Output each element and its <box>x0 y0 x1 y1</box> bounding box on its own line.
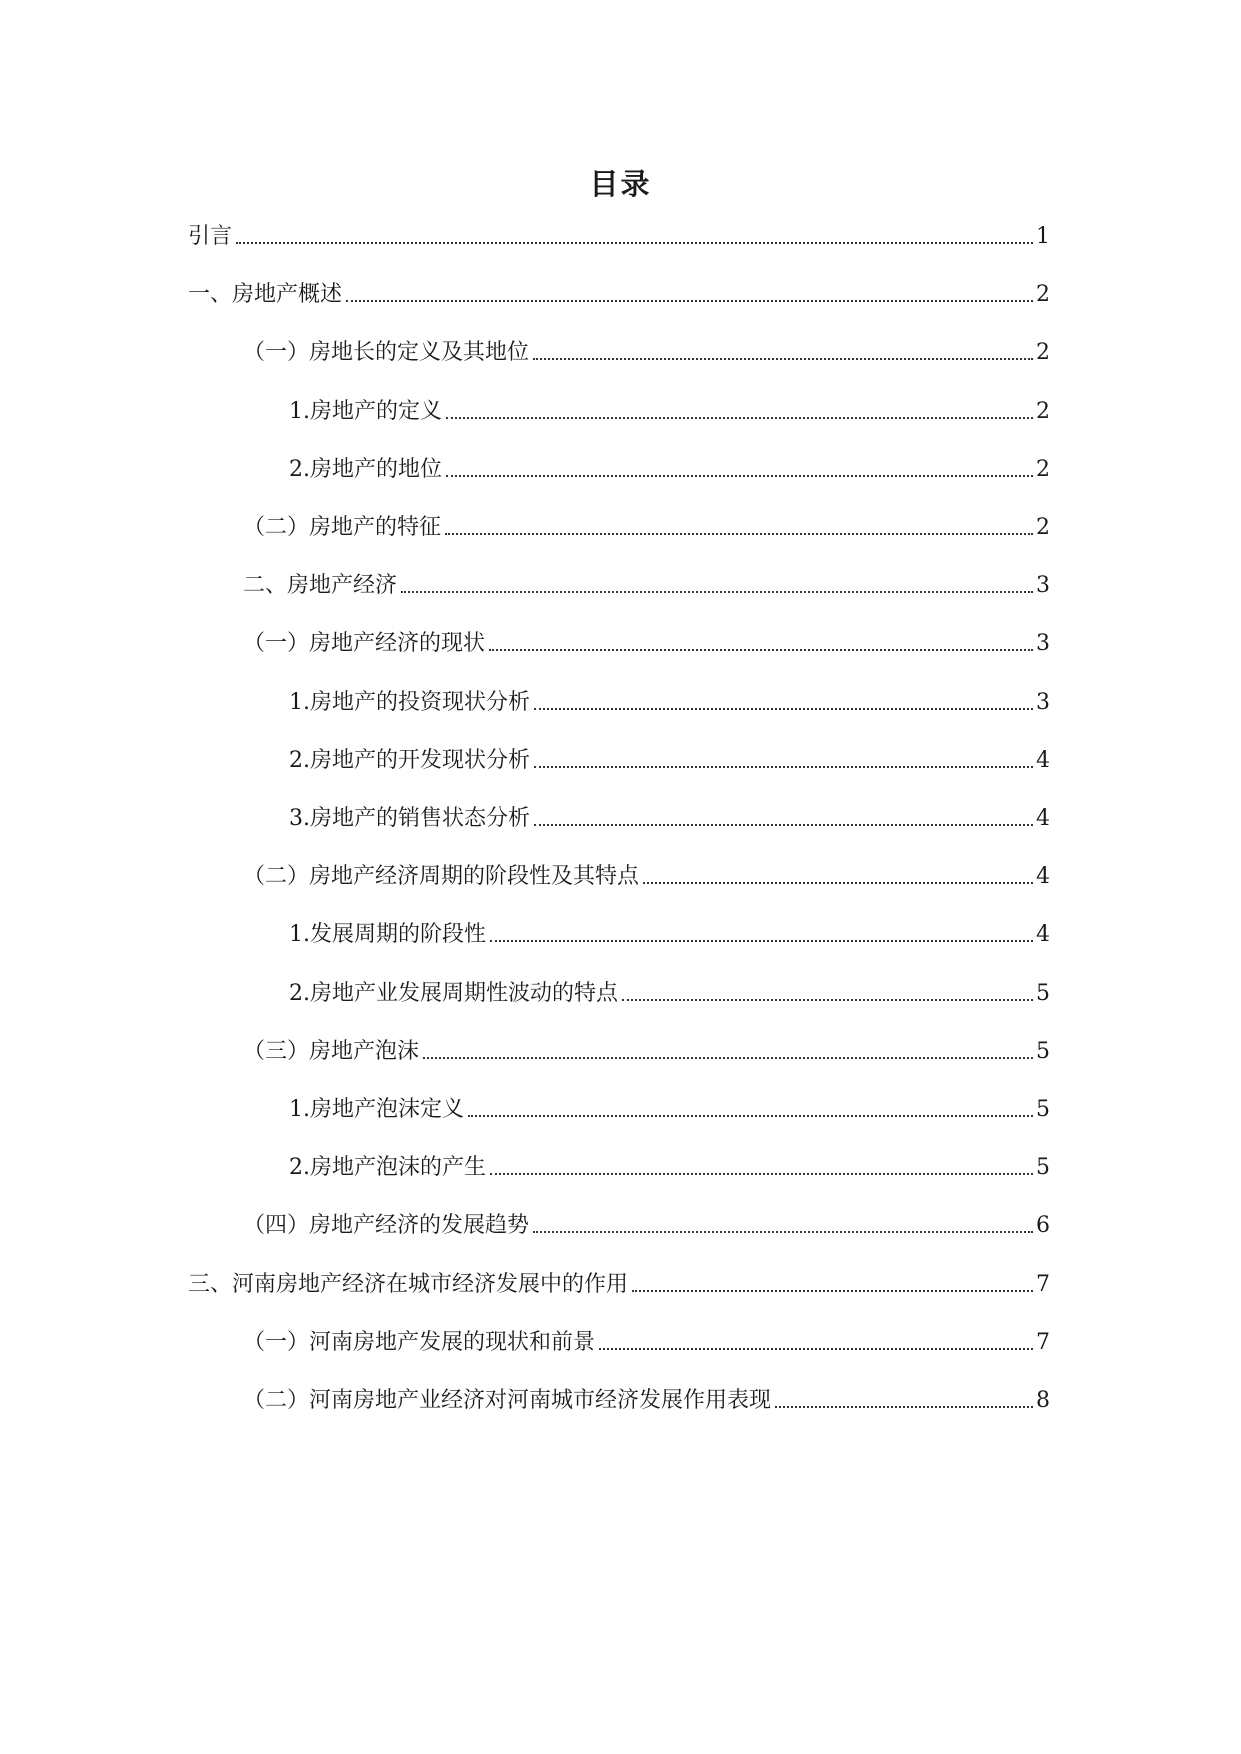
toc-entry[interactable] <box>188 1266 1050 1296</box>
toc-entry-page-number: 5 <box>1036 1039 1050 1064</box>
toc-entry-page-number: 3 <box>1036 573 1050 598</box>
toc-entry-page-number: 4 <box>1036 748 1050 773</box>
toc-entry[interactable] <box>243 567 1050 597</box>
toc-entry-page-number: 5 <box>1036 1155 1050 1180</box>
toc-entry-page-number: 2 <box>1036 399 1050 424</box>
toc-entry[interactable] <box>289 1091 1050 1121</box>
toc-entry[interactable] <box>243 1207 1050 1237</box>
toc-entry-title: 1.发展周期的阶段性 <box>289 922 486 947</box>
toc-entry[interactable] <box>243 625 1050 655</box>
toc-entry[interactable] <box>243 334 1050 364</box>
toc-entry-title: （一）房地长的定义及其地位 <box>243 340 530 365</box>
toc-entry-page-number: 3 <box>1036 690 1050 715</box>
dot-leader <box>445 533 1033 535</box>
toc-entry[interactable] <box>289 451 1050 481</box>
toc-entry[interactable] <box>289 916 1050 946</box>
toc-entry[interactable] <box>289 975 1050 1005</box>
dot-leader <box>490 1173 1033 1175</box>
toc-entry-page-number: 1 <box>1036 224 1050 249</box>
dot-leader <box>236 242 1033 244</box>
toc-entry-title: （四）房地产经济的发展趋势 <box>243 1213 530 1238</box>
toc-entry-page-number: 7 <box>1036 1272 1050 1297</box>
dot-leader <box>622 999 1033 1001</box>
dot-leader <box>446 475 1033 477</box>
toc-entry-title: （三）房地产泡沫 <box>243 1039 420 1064</box>
toc-entry-page-number: 4 <box>1036 806 1050 831</box>
toc-entry[interactable] <box>188 276 1050 306</box>
dot-leader <box>534 824 1033 826</box>
toc-entry-page-number: 2 <box>1036 457 1050 482</box>
dot-leader <box>446 417 1033 419</box>
toc-entry-title: （二）房地产经济周期的阶段性及其特点 <box>243 864 640 889</box>
toc-entry[interactable] <box>243 1324 1050 1354</box>
dot-leader <box>490 940 1033 942</box>
dot-leader <box>423 1057 1033 1059</box>
toc-entry-page-number: 2 <box>1036 282 1050 307</box>
dot-leader <box>599 1348 1033 1350</box>
toc-entry-title: 2.房地产的开发现状分析 <box>289 748 530 773</box>
toc-entry-page-number: 5 <box>1036 981 1050 1006</box>
toc-entry-title: （二）房地产的特征 <box>243 515 442 540</box>
dot-leader <box>533 1231 1033 1233</box>
dot-leader <box>401 591 1033 593</box>
dot-leader <box>632 1290 1033 1292</box>
toc-entry-title: 2.房地产泡沫的产生 <box>289 1155 486 1180</box>
toc-entry-page-number: 7 <box>1036 1330 1050 1355</box>
dot-leader <box>534 766 1033 768</box>
page-title: 目录 <box>589 167 652 201</box>
toc-entry[interactable] <box>289 742 1050 772</box>
toc-entry-title: 1.房地产的定义 <box>289 399 442 424</box>
toc-entry-page-number: 4 <box>1036 922 1050 947</box>
toc-entry[interactable] <box>243 1033 1050 1063</box>
toc-entry-title: 三、河南房地产经济在城市经济发展中的作用 <box>188 1272 629 1297</box>
toc-entry[interactable] <box>289 684 1050 714</box>
toc-entry-title: 1.房地产的投资现状分析 <box>289 690 530 715</box>
toc-entry[interactable] <box>289 800 1050 830</box>
toc-entry-page-number: 2 <box>1036 340 1050 365</box>
toc-entry-title: 2.房地产业发展周期性波动的特点 <box>289 981 618 1006</box>
toc-entry-title: （一）河南房地产发展的现状和前景 <box>243 1330 596 1355</box>
toc-entry[interactable] <box>289 393 1050 423</box>
toc-entry-page-number: 3 <box>1036 631 1050 656</box>
dot-leader <box>534 708 1033 710</box>
toc-entry-title: 引言 <box>188 224 233 249</box>
dot-leader <box>346 300 1033 302</box>
toc-entry-title: 3.房地产的销售状态分析 <box>289 806 530 831</box>
toc-entry-title: 1.房地产泡沫定义 <box>289 1097 464 1122</box>
toc-entry-page-number: 5 <box>1036 1097 1050 1122</box>
toc-entry-page-number: 8 <box>1036 1388 1050 1413</box>
toc-entry-title: （二）河南房地产业经济对河南城市经济发展作用表现 <box>243 1388 772 1413</box>
toc-entry[interactable] <box>243 509 1050 539</box>
dot-leader <box>643 882 1033 884</box>
dot-leader <box>775 1406 1033 1408</box>
toc-entry-title: 2.房地产的地位 <box>289 457 442 482</box>
dot-leader <box>533 358 1033 360</box>
toc-entry[interactable] <box>188 218 1050 248</box>
dot-leader <box>468 1115 1033 1117</box>
toc-entry-page-number: 4 <box>1036 864 1050 889</box>
toc-entry[interactable] <box>289 1149 1050 1179</box>
toc-entry[interactable] <box>243 858 1050 888</box>
toc-entry-title: 一、房地产概述 <box>188 282 343 307</box>
toc-entry-title: （一）房地产经济的现状 <box>243 631 486 656</box>
dot-leader <box>489 649 1033 651</box>
toc-entry-title: 二、房地产经济 <box>243 573 398 598</box>
toc-entry-page-number: 2 <box>1036 515 1050 540</box>
toc-entry-page-number: 6 <box>1036 1213 1050 1238</box>
toc-entry[interactable] <box>243 1382 1050 1412</box>
